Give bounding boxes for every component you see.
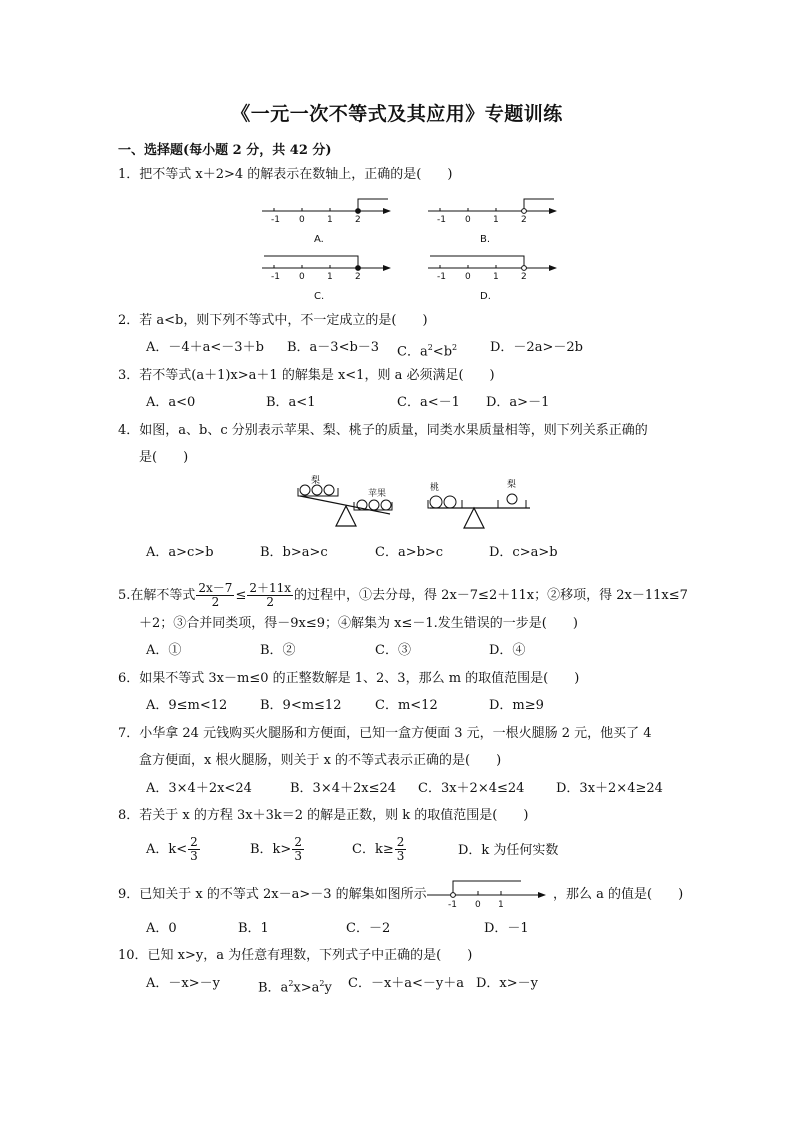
q8-option-a[interactable]: A．k< $\frac{2}{3}$ — [146, 835, 198, 863]
q1-figure-label: C. — [314, 291, 325, 302]
q1-number-line-d — [428, 256, 556, 302]
q5-fraction-2: $\frac{2+11x}{2}$ — [249, 581, 292, 609]
q4-balance-figure — [290, 474, 580, 534]
q3-option-c[interactable]: C．a<－1 — [397, 395, 460, 410]
q2-option-b[interactable]: B．a－3<b－3 — [287, 340, 380, 355]
q2-option-c[interactable]: C．$a^2<b^2$ — [397, 343, 458, 360]
question-1: 1．把不等式 x＋2>4 的解表示在数轴上，正确的是( ) — [118, 167, 453, 182]
q10-option-b[interactable]: B．$a^2x>a^2y$ — [258, 979, 332, 996]
q9-tick-0: 0 — [475, 900, 481, 910]
question-4-line1: 4．如图，a、b、c 分别表示苹果、梨、桃子的质量，同类水果质量相等，则下列关系正确的 — [118, 423, 648, 438]
q1-tick-label: 1 — [493, 272, 499, 282]
question-5-line2: ＋2；③合并同类项，得－9x≤9；④解集为 x≤－1.发生错误的一步是( ) — [139, 616, 578, 631]
question-9-pre: 9．已知关于 x 的不等式 2x－a>－3 的解集如图所示 — [118, 887, 427, 902]
q1-tick-label: 1 — [327, 215, 333, 225]
q5-option-c[interactable]: C．③ — [375, 643, 411, 658]
q1-tick-label: 0 — [465, 215, 471, 225]
q1-tick-label: 2 — [355, 215, 361, 225]
q1-closed-dot — [356, 209, 361, 214]
q9-option-b[interactable]: B．1 — [238, 921, 269, 936]
q1-solution-ray — [358, 199, 388, 211]
q9-tick-1: 1 — [498, 900, 504, 910]
question-6: 6．如果不等式 3x－m≤0 的正整数解是 1、2、3，那么 m 的取值范围是( ) — [118, 671, 580, 686]
question-7-line1: 7．小华拿 24 元钱购买火腿肠和方便面，已知一盒方便面 3 元，一根火腿肠 2 元，他买了 4 — [118, 726, 652, 741]
question-10: 10．已知 x>y，a 为任意有理数，下列式子中正确的是( ) — [118, 948, 473, 963]
q1-open-dot — [522, 209, 527, 214]
q1-figure-label: D. — [480, 291, 491, 302]
q4-label-li-right: 梨 — [507, 480, 517, 490]
q8-option-b[interactable]: B．k> $\frac{2}{3}$ — [250, 835, 302, 863]
q1-number-line-c — [262, 256, 390, 302]
q1-open-dot — [522, 266, 527, 271]
q4-label-li: 梨 — [311, 476, 321, 486]
q7-option-d[interactable]: D．3x＋2×4≥24 — [556, 781, 663, 796]
q1-solution-ray — [430, 256, 524, 268]
q8-option-d[interactable]: D．k 为任何实数 — [458, 843, 559, 858]
q1-tick-label: 2 — [355, 272, 361, 282]
question-9-post: ，那么 a 的值是( ) — [553, 887, 684, 902]
q4-option-c[interactable]: C．a>b>c — [375, 545, 444, 560]
q5-leq: ≤ — [235, 588, 247, 603]
q1-tick-label: 0 — [465, 272, 471, 282]
q1-tick-label: 1 — [493, 215, 499, 225]
q6-option-c[interactable]: C．m<12 — [375, 698, 438, 713]
q6-option-b[interactable]: B．9<m≤12 — [260, 698, 342, 713]
q5-option-d[interactable]: D．④ — [489, 643, 526, 658]
q2-c-mid: <b — [432, 344, 453, 360]
q6-option-a[interactable]: A．9≤m<12 — [146, 698, 228, 713]
question-4-line2: 是( ) — [139, 450, 189, 465]
q1-tick-label: 2 — [521, 215, 527, 225]
q5-option-b[interactable]: B．② — [260, 643, 296, 658]
q1-closed-dot — [356, 266, 361, 271]
q10-option-a[interactable]: A．－x>－y — [146, 976, 220, 991]
question-2: 2．若 a<b，则下列不等式中，不一定成立的是( ) — [118, 313, 428, 328]
q10-option-d[interactable]: D．x>－y — [476, 976, 538, 991]
q2-c-pre: C．a — [397, 344, 428, 360]
q9-option-d[interactable]: D．－1 — [484, 921, 529, 936]
q1-figure-label: A. — [314, 234, 324, 245]
q3-option-b[interactable]: B．a<1 — [266, 395, 316, 410]
q1-tick-label: 0 — [299, 272, 305, 282]
q9-option-c[interactable]: C．－2 — [346, 921, 391, 936]
q10-option-c[interactable]: C．－x＋a<－y＋a — [348, 976, 465, 991]
q2-option-d[interactable]: D．－2a>－2b — [490, 340, 583, 355]
q2-option-a[interactable]: A．－4＋a<－3＋b — [146, 340, 264, 355]
q9-number-line — [423, 876, 553, 912]
q7-option-b[interactable]: B．3×4＋2x≤24 — [290, 781, 397, 796]
page-title: 《一元一次不等式及其应用》专题训练 — [231, 103, 563, 125]
q9-tick--1: -1 — [448, 900, 457, 910]
q4-option-b[interactable]: B．b>a>c — [260, 545, 328, 560]
question-8: 8．若关于 x 的方程 3x＋3k＝2 的解是正数，则 k 的取值范围是( ) — [118, 808, 529, 823]
q1-number-line-a — [262, 199, 390, 245]
q1-tick-label: -1 — [437, 272, 446, 282]
q1-tick-label: 1 — [327, 272, 333, 282]
q7-option-c[interactable]: C．3x＋2×4≤24 — [418, 781, 525, 796]
q7-option-a[interactable]: A．3×4＋2x<24 — [146, 781, 252, 796]
section-heading: 一、选择题(每小题 2 分，共 42 分) — [118, 143, 332, 158]
q4-label-apple: 苹果 — [368, 489, 387, 499]
q4-option-a[interactable]: A．a>c>b — [146, 545, 214, 560]
q9-option-a[interactable]: A．0 — [146, 921, 177, 936]
q3-option-d[interactable]: D．a>－1 — [486, 395, 550, 410]
q1-tick-label: -1 — [271, 272, 280, 282]
question-7-line2: 盒方便面，x 根火腿肠，则关于 x 的不等式表示正确的是( ) — [139, 753, 502, 768]
q1-tick-label: 0 — [299, 215, 305, 225]
q1-figures — [0, 195, 794, 305]
q5-option-a[interactable]: A．① — [146, 643, 182, 658]
q4-option-d[interactable]: D．c>a>b — [489, 545, 558, 560]
q4-label-tao: 桃 — [430, 483, 440, 493]
question-3: 3．若不等式(a＋1)x>a＋1 的解集是 x<1，则 a 必须满足( ) — [118, 368, 495, 383]
q5-fraction-1: $\frac{2x-7}{2}$ — [198, 581, 233, 609]
q8-option-c[interactable]: C．k≥ $\frac{2}{3}$ — [352, 835, 405, 863]
q3-option-a[interactable]: A．a<0 — [146, 395, 196, 410]
q1-tick-label: -1 — [271, 215, 280, 225]
q6-option-d[interactable]: D．m≥9 — [489, 698, 544, 713]
question-5-line1 — [118, 582, 688, 609]
q5-post: 的过程中，①去分母，得 2x－7≤2＋11x；②移项，得 2x－11x≤7 — [294, 588, 688, 603]
q5-pre: 5.在解不等式 — [118, 588, 196, 603]
q1-tick-label: -1 — [437, 215, 446, 225]
q1-number-line-b — [428, 199, 556, 245]
q1-solution-ray — [264, 256, 358, 268]
q1-solution-ray — [524, 199, 554, 211]
q1-tick-label: 2 — [521, 272, 527, 282]
q1-figure-label: B. — [480, 234, 491, 245]
